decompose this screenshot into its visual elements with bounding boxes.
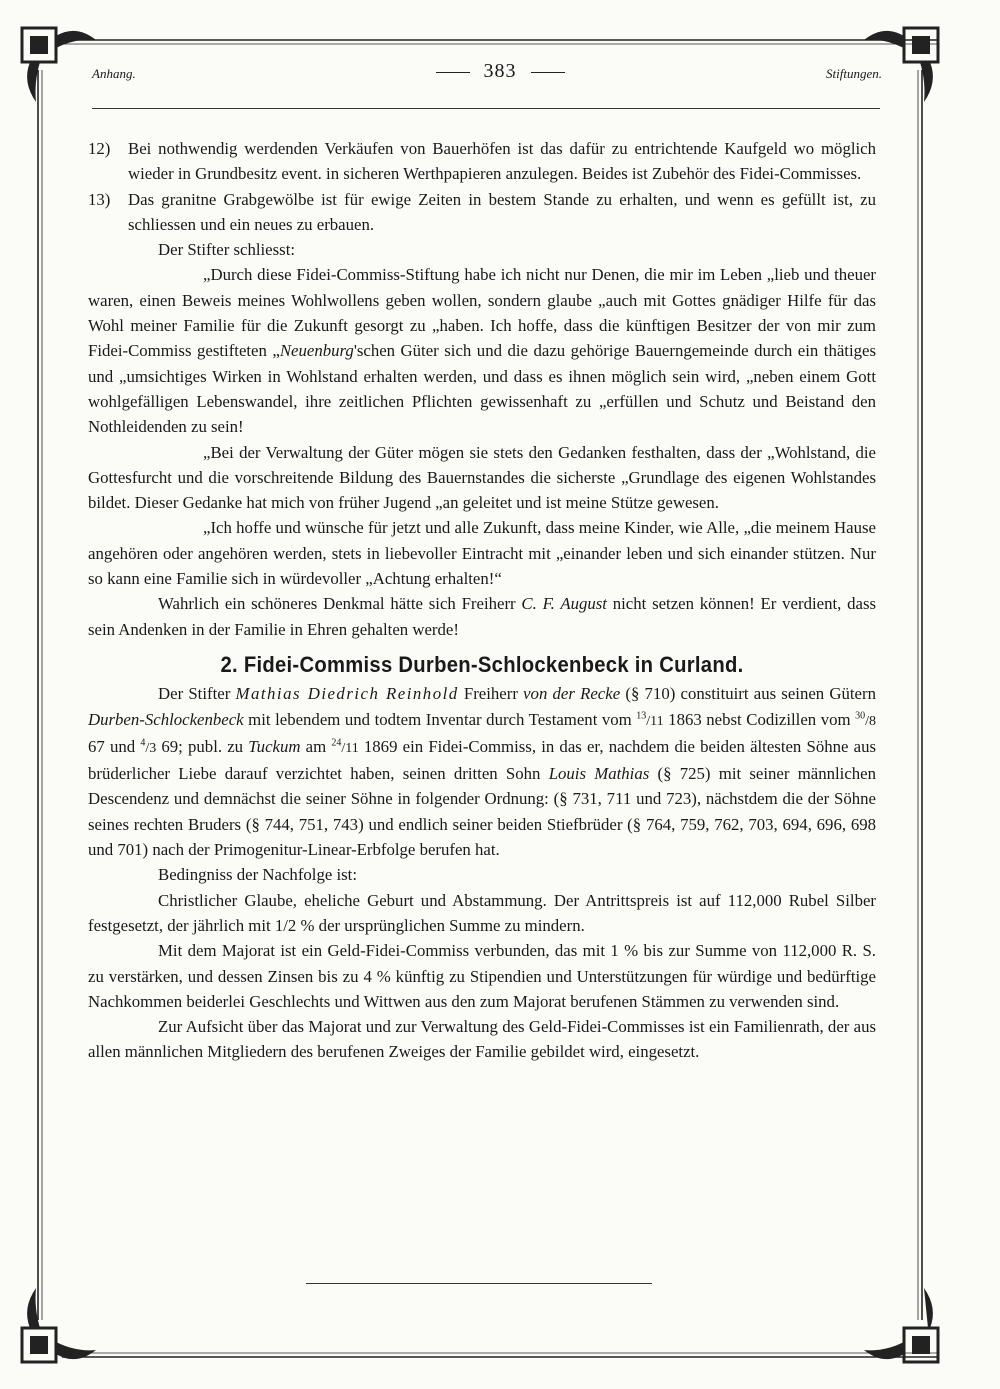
stifter-intro: Der Stifter schliesst: bbox=[158, 240, 296, 260]
body-paragraph: Zur Aufsicht über das Majorat und zur Verwaltung des Geld-Fidei-Commisses ist ein Familienrath, der aus allen männlichen Mitgliedern des berufenen Zweiges der Familie gebildet wird, eingesetzt. bbox=[88, 1017, 876, 1062]
item-number: 13) bbox=[88, 189, 111, 209]
page-number: 383 bbox=[483, 60, 517, 82]
running-header-right: Stiftungen. bbox=[826, 66, 882, 81]
body-paragraph: Der Stifter Mathias Diedrich Reinhold Freiherr von der Recke (§ 710) constituirt aus seinen Gütern Durben-Schlockenbeck mit lebendem und todtem Inventar durch Testament vom $^{13}$/11 1863 nebst Codizillen vom $^{30}$/8 67 und $^4$/3 69; publ. zu Tuckum am $^{24}$/11 1869 ein Fidei-Commiss, in das er, nachdem die beiden ältesten Söhne aus brüderlicher Liebe darauf verzichtet haben, seinen dritten Sohn Louis Mathias (§ 725) mit seiner männlichen Descendenz und demnächst die seiner Söhne in folgender Ordnung: (§ 731, 711 und 723), nächstdem die der Söhne seines rechten Bruders (§ 744, 751, 743) und endlich seiner beiden Stiefbrüder (§ 764, 759, 762, 703, 694, 696, 698 und 701) nach der Primogenitur-Linear-Erbfolge berufen hat. bbox=[88, 684, 877, 860]
end-rule bbox=[306, 1283, 652, 1284]
item-number: 12) bbox=[88, 139, 111, 158]
section-title: 2. Fidei-Commiss Durben-Schlockenbeck in Curland. bbox=[220, 651, 744, 677]
quote-paragraph: „Bei der Verwaltung der Güter mögen sie stets den Gedanken festhalten, dass der „Wohlstand, die Gottesfurcht und die vorschreitende Bildung des Bauernstandes die sicherste „Grundlage des eigenen Wohlstandes bildet. Dieser Gedanke hat mich von früher Jugend „an geleitet und ist meine Stütze gewesen. bbox=[88, 442, 876, 513]
list-item bbox=[88, 187, 876, 238]
item-text: Bei nothwendig werdenden Verkäufen von Bauerhöfen ist das dafür zu entrichtende Kaufgeld wo möglich wieder in Grundbesitz event. in sicheren Werthpapieren anzulegen. Beides ist Zubehör des Fidei-Commisses. bbox=[128, 139, 876, 184]
item-text: Das granitne Grabgewölbe ist für ewige Zeiten in bestem Stande zu erhalten, und wenn es gefüllt ist, zu schliessen und ein neues zu erbauen. bbox=[128, 189, 876, 234]
quote-paragraph: „Ich hoffe und wünsche für jetzt und alle Zukunft, dass meine Kinder, wie Alle, „die meinem Hause angehören oder angehören werden, stets in liebevoller Eintracht mit „einander leben und sich einander stützen. Nur so kann eine Familie sich in würdevoller „Achtung erhalten!“ bbox=[88, 518, 876, 589]
corner-ornament-bottom-left bbox=[22, 1288, 96, 1362]
header-rule bbox=[92, 108, 880, 109]
body-paragraph: Mit dem Majorat ist ein Geld-Fidei-Commiss verbunden, das mit 1 % bis zur Summe von 112,000 R. S. zu verstärken, und dessen Zinsen bis zu 4 % künftig zu Stipendien und Unterstützungen für würdige und bedürftige Nachkommen beiderlei Geschlechts und Wittwen aus den zum Majorat berufenen Stämmen zu verwenden sind. bbox=[88, 941, 876, 1011]
page-body bbox=[88, 136, 876, 1065]
quote-paragraph: „Durch diese Fidei-Commiss-Stiftung habe ich nicht nur Denen, die mir im Leben „lieb und theuer waren, einen Beweis meines Wohlwollens geben wollen, sondern glaube „auch mit Gottes gnädiger Hilfe für das Wohl meiner Familie für die Zukunft gesorgt zu „haben. Ich hoffe, dass die künftigen Besitzer der von mir zum Fidei-Commiss gestifteten „Neuenburg'schen Güter sich und die dazu gehörige Bauerngemeinde durch ein thätiges und „umsichtiges Wirken in Wohlstand erhalten werden, und dass es ihnen möglich sein wird, „neben einem Gott wohlgefälligen Lebenswandel, ihre zeitlichen Pflichten gewissenhaft zu „erfüllen und Schutz und Beistand den Nothleidenden zu sein! bbox=[88, 265, 876, 437]
conditions-heading: Bedingniss der Nachfolge ist: bbox=[158, 865, 358, 885]
corner-ornament-bottom-right bbox=[864, 1288, 938, 1362]
closing-paragraph: Wahrlich ein schöneres Denkmal hätte sich Freiherr C. F. August nicht setzen können! Er verdient, dass sein Andenken in der Familie in Ehren gehalten werde! bbox=[88, 594, 877, 639]
running-header-left: Anhang. bbox=[92, 66, 136, 81]
list-item bbox=[88, 136, 876, 187]
body-paragraph: Christlicher Glaube, eheliche Geburt und Abstammung. Der Antrittspreis ist auf 112,000 Rubel Silber festgesetzt, der jährlich mit 1/2 % der ursprünglichen Summe zu mindern. bbox=[88, 890, 876, 935]
